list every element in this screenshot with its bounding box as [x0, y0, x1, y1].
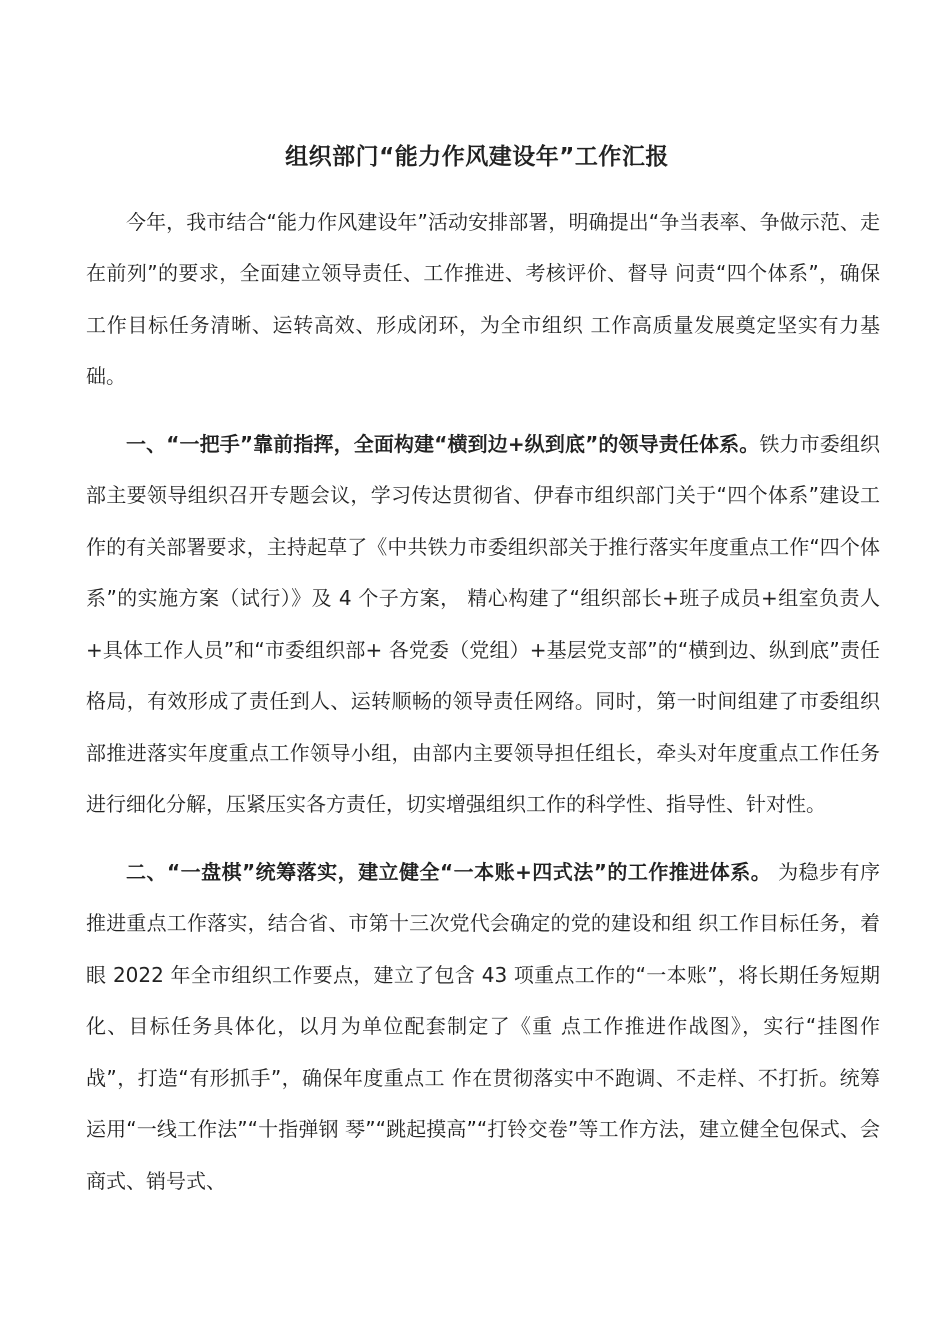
section-2-body: 为稳步有序推进重点工作落实，结合省、市第十三次党代会确定的党的建设和组 织工作目标任务，着眼 2022 年全市组织工作要点，建立了包含 43 项重点工作的“一本账”，将长期任务短期化、目标任务具体化，以月为单位配套制定了《重 点工作推进作战图》，实行“挂图作战”，打造“有形抓手”，确保年度重点工 作在贯彻落实中不跑调、不走样、不打折。统筹运用“一线工作法”“十指弹钢 琴”“跳起摸高”“打铃交卷”等工作方法，建立健全包保式、会商式、销号式、	[86, 859, 880, 1193]
section-1-paragraph	[86, 419, 880, 831]
section-1-heading: 一、“一把手”靠前指挥，全面构建“横到边+纵到底”的领导责任体系。	[126, 431, 760, 456]
document-title: 组织部门“能力作风建设年”工作汇报	[285, 144, 669, 170]
intro-paragraph	[86, 197, 880, 403]
section-2-paragraph	[86, 847, 880, 1208]
section-2-heading: 二、“一盘棋”统筹落实，建立健全“一本账+四式法”的工作推进体系。	[126, 859, 772, 884]
intro-text: 今年，我市结合“能力作风建设年”活动安排部署，明确提出“争当表率、争做示范、走在前列”的要求，全面建立领导责任、工作推进、考核评价、督导 问责“四个体系”，确保工作目标任务清晰、运转高效、形成闭环，为全市组织 工作高质量发展奠定坚实有力基础。	[86, 209, 880, 388]
section-1-body: 铁力市委组织部主要领导组织召开专题会议，学习传达贯彻省、伊春市组织部门关于“四个体系”建设工作的有关部署要求，主持起草了《中共铁力市委组织部关于推行落实年度重点工作“四个体系”的实施方案（试行）》及 4 个子方案， 精心构建了“组织部长+班子成员+组室负责人+具体工作人员”和“市委组织部+ 各党委（党组）+基层党支部”的“横到边、纵到底”责任格局，有效形成了责任到人、运转顺畅的领导责任网络。同时，第一时间组建了市委组织部推进落实年度重点工作领导小组，由部内主要领导担任组长，牵头对年度重点工作任务进行细化分解，压紧压实各方责任，切实增强组织工作的科学性、指导性、针对性。	[86, 431, 881, 816]
